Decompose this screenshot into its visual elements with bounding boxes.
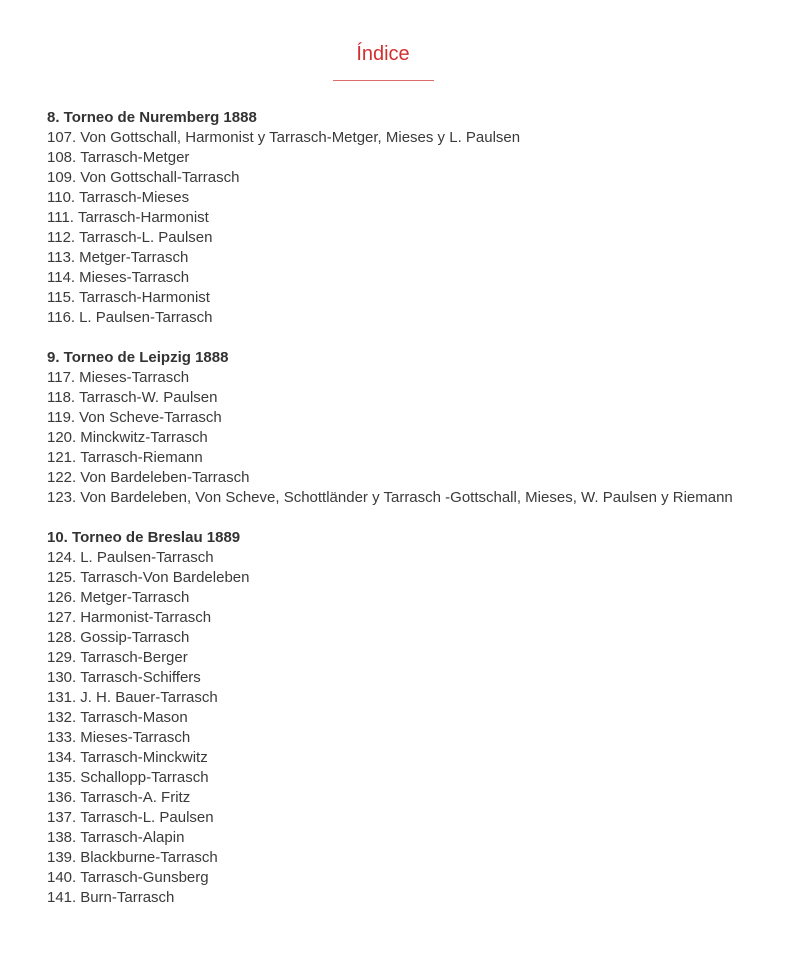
game-title: Tarrasch-Harmonist [77,209,209,226]
game-number: 115. [47,289,76,306]
game-title: Tarrasch-Von Bardeleben [80,569,250,586]
game-title: Harmonist-Tarrasch [80,609,212,626]
game-entry[interactable] [47,268,777,288]
game-title: Blackburne-Tarrasch [80,849,218,866]
game-entry[interactable] [47,248,777,268]
game-entry[interactable] [47,168,777,188]
game-title: Tarrasch-Berger [80,649,188,666]
game-number: 141. [47,889,77,906]
title-underline [333,80,434,81]
game-number: 112. [47,229,76,246]
game-entry[interactable] [47,808,777,828]
game-title: Metger-Tarrasch [79,249,189,266]
game-entry[interactable] [47,688,777,708]
game-entry[interactable] [47,188,777,208]
game-entry[interactable] [47,788,777,808]
game-title: Von Gottschall-Tarrasch [80,169,240,186]
game-number: 124. [47,549,77,566]
game-number: 125. [47,569,77,586]
game-title: Tarrasch-A. Fritz [80,789,191,806]
game-number: 116. [47,309,76,326]
game-title: Schallopp-Tarrasch [80,769,209,786]
game-number: 131. [47,689,77,706]
game-entry[interactable] [47,848,777,868]
game-number: 137. [47,809,77,826]
game-entry[interactable] [47,668,777,688]
game-title: Tarrasch-Schiffers [80,669,201,686]
game-entry[interactable] [47,288,777,308]
game-title: Tarrasch-Metger [80,149,190,166]
game-title: Tarrasch-Alapin [80,829,185,846]
game-number: 119. [47,409,76,426]
game-number: 132. [47,709,77,726]
game-title: Minckwitz-Tarrasch [80,429,208,446]
game-number: 107. [47,129,77,146]
game-entry[interactable] [47,148,777,168]
game-number: 138. [47,829,77,846]
title-wrap [0,40,766,68]
index-content [47,108,777,928]
game-entry[interactable] [47,648,777,668]
game-entry[interactable] [47,308,777,328]
game-number: 130. [47,669,77,686]
game-entry[interactable] [47,208,777,228]
game-title: Tarrasch-Mason [80,709,188,726]
game-title: Tarrasch-L. Paulsen [79,229,213,246]
game-title: Von Gottschall, Harmonist y Tarrasch-Metger, Mieses y L. Paulsen [80,129,521,146]
game-number: 123. [47,489,77,506]
game-title: Mieses-Tarrasch [79,369,190,386]
game-entry[interactable] [47,868,777,888]
index-section [47,528,777,908]
game-number: 136. [47,789,77,806]
game-title: Mieses-Tarrasch [80,729,191,746]
game-number: 139. [47,849,77,866]
game-entry[interactable] [47,368,777,388]
game-entry[interactable] [47,228,777,248]
game-entry[interactable] [47,128,777,148]
game-title: Metger-Tarrasch [80,589,190,606]
game-entry[interactable] [47,588,777,608]
game-title: Tarrasch-Minckwitz [80,749,208,766]
game-entry[interactable] [47,548,777,568]
game-title: Tarrasch-Gunsberg [80,869,209,886]
game-number: 134. [47,749,77,766]
game-entry[interactable] [47,388,777,408]
game-title: Tarrasch-Harmonist [79,289,210,306]
game-entry[interactable] [47,488,777,508]
game-entry[interactable] [47,708,777,728]
section-heading: 10. Torneo de Breslau 1889 [47,529,241,546]
game-number: 133. [47,729,77,746]
game-entry[interactable] [47,428,777,448]
game-entry[interactable] [47,568,777,588]
game-number: 121. [47,449,77,466]
game-number: 117. [47,369,76,386]
game-number: 129. [47,649,77,666]
game-title: Von Bardeleben-Tarrasch [80,469,250,486]
page-title: Índice [356,43,410,65]
section-heading: 8. Torneo de Nuremberg 1888 [47,109,257,126]
game-number: 127. [47,609,77,626]
game-number: 126. [47,589,77,606]
game-number: 108. [47,149,77,166]
game-entry[interactable] [47,828,777,848]
game-entry[interactable] [47,468,777,488]
game-number: 135. [47,769,77,786]
game-number: 140. [47,869,77,886]
game-title: Tarrasch-Mieses [79,189,190,206]
game-entry[interactable] [47,628,777,648]
game-title: J. H. Bauer-Tarrasch [80,689,218,706]
game-title: Von Bardeleben, Von Scheve, Schottländer y Tarrasch -Gottschall, Mieses, W. Paulsen y Riemann [80,489,733,506]
game-entry[interactable] [47,408,777,428]
game-title: Burn-Tarrasch [80,889,175,906]
game-number: 109. [47,169,77,186]
game-number: 120. [47,429,77,446]
game-number: 110. [47,189,76,206]
game-title: Gossip-Tarrasch [80,629,190,646]
game-entry[interactable] [47,448,777,468]
game-number: 113. [47,249,76,266]
game-number: 111. [47,209,74,226]
index-section [47,108,777,328]
section-heading: 9. Torneo de Leipzig 1888 [47,349,229,366]
game-number: 128. [47,629,77,646]
game-title: Tarrasch-Riemann [80,449,203,466]
index-section [47,348,777,508]
game-entry[interactable] [47,748,777,768]
game-title: L. Paulsen-Tarrasch [80,549,214,566]
game-title: Tarrasch-L. Paulsen [80,809,214,826]
game-title: Tarrasch-W. Paulsen [79,389,218,406]
game-entry[interactable] [47,728,777,748]
game-entry[interactable] [47,768,777,788]
game-number: 118. [47,389,76,406]
game-title: Von Scheve-Tarrasch [79,409,222,426]
game-title: Mieses-Tarrasch [79,269,190,286]
game-entry[interactable] [47,608,777,628]
game-entry[interactable] [47,888,777,908]
game-number: 114. [47,269,76,286]
game-title: L. Paulsen-Tarrasch [79,309,213,326]
game-number: 122. [47,469,77,486]
